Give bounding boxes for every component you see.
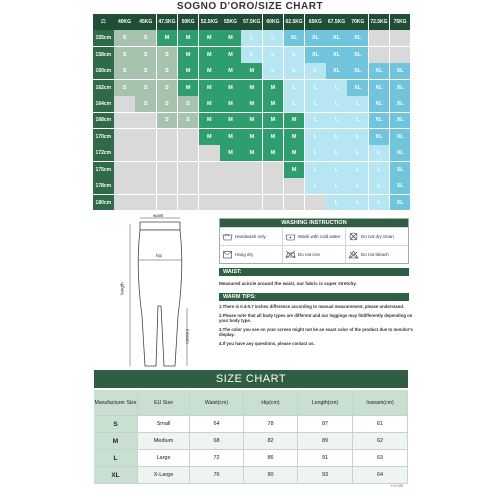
size-chart-cell: 89 [298,433,353,450]
size-cell [220,178,241,194]
washing-item: Wash with cold water [282,228,345,245]
height-header: 178cm [93,178,114,194]
size-cell: XL [347,63,368,79]
weight-header: 50KG [178,14,199,30]
size-cell [114,129,135,145]
size-cell [178,195,199,211]
size-chart-header-cell: Length(cm) [298,390,353,416]
size-cell [114,145,135,161]
size-cell: M [220,113,241,129]
weight-header: 57.5KG [241,14,262,30]
size-cell: XL [305,47,326,63]
size-cell [199,195,220,211]
size-chart-cell: Small [138,416,190,433]
size-cell: M [241,113,262,129]
size-chart-cell: 68 [190,433,244,450]
weight-header: 40KG [114,14,135,30]
size-cell: L [305,80,326,96]
size-cell [114,162,135,178]
size-cell: XL [326,63,347,79]
size-cell: S [114,47,135,63]
size-cell [114,96,135,112]
size-cell [284,178,305,194]
size-cell [178,145,199,161]
size-cell [157,195,178,211]
height-header: 170cm [93,129,114,145]
size-cell: L [369,145,390,161]
no-iron-icon [285,250,296,259]
size-cell: S [135,96,156,112]
size-cell: M [263,129,284,145]
size-cell: XL [347,47,368,63]
size-cell: XL [390,145,411,161]
size-cell: M [157,30,178,46]
size-cell [369,30,390,46]
height-header: 168cm [93,113,114,129]
size-cell: M [263,80,284,96]
size-cell: M [199,63,220,79]
size-chart-header-cell: Inseam(cm) [353,390,408,416]
size-chart-cell: 62 [353,433,408,450]
size-cell: M [178,30,199,46]
size-cell: S [157,113,178,129]
washing-item: Do not bleach [345,246,408,263]
size-chart-cell: 86 [244,450,298,467]
size-chart-cell: 87 [298,416,353,433]
size-cell: L [305,145,326,161]
size-cell [135,162,156,178]
size-cell: L [326,162,347,178]
size-cell: S [114,30,135,46]
size-cell: S [178,96,199,112]
weight-header: 47.5KG [157,14,178,30]
size-chart-cell: 76 [190,467,244,484]
height-header: 155cm [93,30,114,46]
grid-corner [93,14,114,30]
size-cell [178,129,199,145]
size-cell: M [241,80,262,96]
size-cell: L [347,96,368,112]
size-cell: XL [390,96,411,112]
waist-label: waist [153,213,164,218]
size-chart-header-cell: Manufacturer Size [94,390,138,416]
size-cell: S [178,113,199,129]
size-cell: M [220,129,241,145]
size-cell: M [199,47,220,63]
size-cell: XL [390,63,411,79]
scale-icon: ⚖ [100,19,107,26]
size-cell: S [135,80,156,96]
weight-header: 70KG [347,14,368,30]
size-cell: S [114,63,135,79]
size-chart-cell: M [94,433,138,450]
size-cell [199,178,220,194]
size-cell: L [326,113,347,129]
size-cell: L [305,129,326,145]
size-cell [135,129,156,145]
size-cell: M [263,96,284,112]
size-cell: L [263,30,284,46]
size-cell: L [326,80,347,96]
size-chart-cell: 64 [353,467,408,484]
size-chart-header-cell: EU Size [138,390,190,416]
size-cell [199,162,220,178]
size-cell: M [178,80,199,96]
size-cell: L [347,195,368,211]
size-cell [178,178,199,194]
size-cell: M [220,145,241,161]
size-chart-cell: L [94,450,138,467]
size-cell: M [284,162,305,178]
size-chart-cell: XL [94,467,138,484]
size-cell [241,178,262,194]
size-cell: L [326,129,347,145]
size-cell: XL [347,80,368,96]
size-cell: M [199,113,220,129]
size-chart-title: SIZE CHART [94,370,408,388]
washing-item: Do not dry clean [345,228,408,245]
size-cell [157,129,178,145]
no-bleach-icon [348,250,359,259]
weight-header: 55KG [220,14,241,30]
size-cell: XL [390,195,411,211]
size-cell: M [263,113,284,129]
height-weight-size-grid [93,14,411,211]
size-cell [157,145,178,161]
size-cell [114,195,135,211]
size-cell: M [178,47,199,63]
washing-item: Hang dry [220,246,282,263]
size-cell: XL [369,113,390,129]
size-cell: XL [284,30,305,46]
size-cell: XL [326,30,347,46]
washing-instruction-panel [219,218,409,264]
size-cell: S [157,47,178,63]
weight-header: 72.5KG [369,14,390,30]
size-cell: M [241,145,262,161]
size-cell: L [263,47,284,63]
tip-item: 3.The color you see on your screen might not be an exact color of the product due to monitor's display. [219,326,413,338]
leggings-diagram [108,213,208,374]
size-cell: M [178,63,199,79]
size-chart-cell: Large [138,450,190,467]
size-chart-cell: 63 [353,450,408,467]
size-cell: L [326,195,347,211]
size-cell: XL [390,178,411,194]
size-chart-cell: 82 [244,433,298,450]
size-cell: L [305,113,326,129]
size-cell: M [263,145,284,161]
size-cell: XL [390,162,411,178]
waist-title: WAIST: [219,268,409,276]
size-cell: M [199,30,220,46]
size-chart-cell: 78 [244,416,298,433]
height-header: 172cm [93,145,114,161]
weight-header: 65KG [305,14,326,30]
size-chart-cell: Medium [138,433,190,450]
leggings-outline-icon [108,216,208,374]
size-cell: M [199,96,220,112]
size-cell: M [241,63,262,79]
size-cell: L [326,178,347,194]
size-cell: S [135,30,156,46]
size-cell: XL [369,63,390,79]
size-cell: M [284,113,305,129]
size-cell: XL [326,47,347,63]
size-cell: M [199,80,220,96]
size-cell [390,47,411,63]
size-chart-table [94,370,408,484]
size-cell [114,178,135,194]
weight-header: 62.5KG [284,14,305,30]
size-chart-row [94,416,408,433]
size-chart-cell: S [94,416,138,433]
size-cell: XL [390,80,411,96]
wash-cold-icon [285,232,296,241]
size-cell: S [135,47,156,63]
size-cell: XL [369,129,390,145]
size-cell: M [284,145,305,161]
size-chart-row [94,433,408,450]
size-cell [263,162,284,178]
warm-tips-title: WARM TIPS: [219,293,409,301]
size-cell [135,113,156,129]
size-cell: XL [347,30,368,46]
size-cell [390,30,411,46]
length-label: length [119,282,125,295]
size-cell: L [347,113,368,129]
size-cell [241,195,262,211]
size-chart-row [94,467,408,484]
product-code: YYH188 [390,484,404,488]
size-cell: L [326,145,347,161]
size-cell: S [157,80,178,96]
size-cell [114,113,135,129]
height-header: 160cm [93,63,114,79]
size-cell [178,162,199,178]
weight-header: 75KG [390,14,411,30]
size-chart-row [94,450,408,467]
size-cell: L [241,30,262,46]
size-cell: M [220,47,241,63]
chart-title: SOGNO D'ORO/SIZE CHART [176,1,324,12]
hip-label: hip [156,253,163,258]
washing-title: WASHING INSTRUCTION [220,219,408,227]
size-cell [220,162,241,178]
size-chart-cell: 72 [190,450,244,467]
size-cell: L [284,47,305,63]
size-cell: L [263,63,284,79]
weight-header: 52.5KG [199,14,220,30]
size-chart-header-row [94,390,408,416]
size-cell: L [305,178,326,194]
size-cell [241,162,262,178]
height-header: 164cm [93,96,114,112]
no-dry-clean-icon [348,232,359,241]
size-cell: L [284,80,305,96]
size-cell: S [157,63,178,79]
weight-header: 45KG [135,14,156,30]
size-cell [263,195,284,211]
size-cell [157,178,178,194]
weight-header: 60KG [263,14,284,30]
height-header: 158cm [93,47,114,63]
size-cell [220,195,241,211]
height-header: 162cm [93,80,114,96]
size-chart-header-cell: Waist(cm) [190,390,244,416]
size-cell: L [241,47,262,63]
tip-item: 1.There is 0.4-0.7 inches difference according to manual measurement, please understand. [219,304,405,309]
height-header: 175cm [93,162,114,178]
size-cell: L [305,96,326,112]
size-chart-header-cell: Hip(cm) [244,390,298,416]
size-cell: L [347,162,368,178]
size-chart-cell: 64 [190,416,244,433]
size-cell: S [157,96,178,112]
size-cell: L [305,63,326,79]
size-cell [199,145,220,161]
warm-tips-list [219,304,419,350]
size-chart-cell: 91 [298,450,353,467]
size-cell: S [135,63,156,79]
size-cell: M [241,129,262,145]
washing-item: Handwash only [220,228,282,245]
size-cell: L [369,162,390,178]
size-cell: L [284,63,305,79]
size-chart-cell: 90 [244,467,298,484]
size-cell: XL [390,129,411,145]
tip-item: 4.If you have any questions, please contact us. [219,340,315,346]
size-cell: S [114,80,135,96]
size-cell: M [220,80,241,96]
size-chart-cell: 93 [298,467,353,484]
size-cell: XL [369,80,390,96]
size-cell: M [199,129,220,145]
size-cell: XL [305,30,326,46]
size-cell [135,178,156,194]
inseam-label: inseam [184,329,190,344]
size-cell: M [220,63,241,79]
weight-header: 67.5KG [326,14,347,30]
size-cell: L [369,195,390,211]
waist-description: Measured acircle around the waist, our fabric is super stretchy. [219,281,357,286]
size-cell: XL [390,113,411,129]
handwash-icon [222,232,233,241]
size-cell: M [241,96,262,112]
size-cell [157,162,178,178]
size-cell: M [220,96,241,112]
hang-dry-icon [222,250,233,259]
size-cell [305,195,326,211]
size-cell: M [284,129,305,145]
size-cell [369,47,390,63]
tip-item: 2.Please note that all body types are different and our leggings may fitdifferently depending on your body type. [219,312,413,324]
size-cell [284,195,305,211]
size-chart-cell: X-Large [138,467,190,484]
size-cell: L [369,178,390,194]
size-cell: M [220,30,241,46]
size-cell [135,145,156,161]
size-chart-cell: 61 [353,416,408,433]
height-header: 180cm [93,195,114,211]
size-cell: L [347,145,368,161]
washing-item: Do not iron [282,246,345,263]
size-cell: L [347,178,368,194]
size-cell: L [284,96,305,112]
size-cell: L [305,162,326,178]
size-cell: L [326,96,347,112]
size-cell [263,178,284,194]
size-cell [135,195,156,211]
size-cell: L [347,129,368,145]
size-cell: XL [369,96,390,112]
